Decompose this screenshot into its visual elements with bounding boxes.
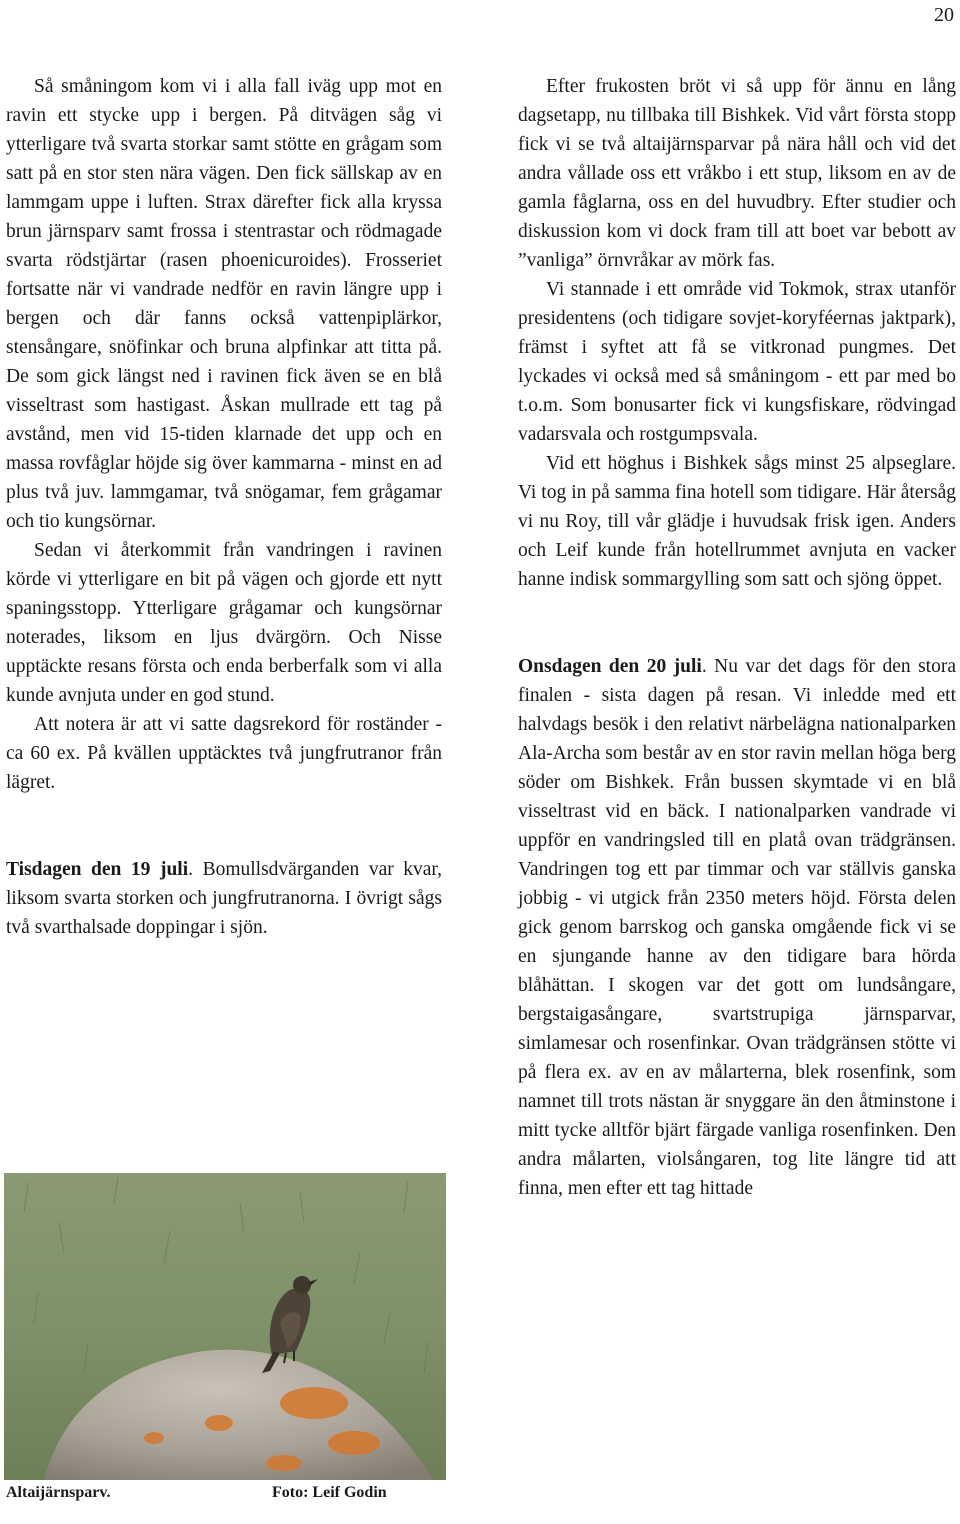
day-heading-wednesday: Onsdagen den 20 juli <box>518 656 702 677</box>
left-paragraph-1: Så småningom kom vi i alla fall iväg upp mot en ravin ett stycke upp i bergen. På ditvägen såg vi ytterligare två svarta storkar samt stötte en grågam som satt på en stor sten nära vägen. Den fick sällskap av en lammgam uppe i luften. Strax därefter fick alla kryssa brun järnsparv samt frossa i stentrastar och rödmagade svarta rödstjärtar (rasen phoenicuroides). Frosseriet fortsatte när vi vandrade nedför en ravin längre upp i bergen och där fanns också vattenpiplärkor, stensångare, snöfinkar och bruna alpfinkar att titta på. De som gick längst ned i ravinen fick även se en blå visseltrast som hastigast. Åskan mullrade ett tag på avstånd, men vid 15-tiden klarnade det upp och en massa rovfåglar höjde sig över kammarna - minst en ad plus två juv. lammgamar, två snögamar, fem grågamar och tio kungsörnar. <box>6 76 442 532</box>
paragraph-gap <box>6 797 442 855</box>
left-paragraph-4 <box>6 855 442 942</box>
bird-photo <box>4 1173 446 1480</box>
tuesday-text: . Bomullsdvärganden var kvar, liksom svarta storken och jungfrutranorna. I övrigt sågs två svarthalsade doppingar i sjön. <box>6 859 442 938</box>
photo-credit: Foto: Leif Godin <box>272 1484 387 1501</box>
paragraph-gap <box>518 594 956 652</box>
bird-photo-illustration <box>4 1173 446 1480</box>
left-paragraph-2: Sedan vi återkommit från vandringen i ravinen körde vi ytterligare en bit på vägen och gjorde ett nytt spaningsstopp. Ytterligare grågamar och kungsörnar noterades, liksom en ljus dvärgörn. Och Nisse upptäckte resans första och enda berberfalk som vi alla kunde avnjuta under en god stund. <box>6 540 442 706</box>
right-column <box>518 72 956 1203</box>
photo-caption: Altaijärnsparv. <box>6 1484 111 1501</box>
right-paragraph-2: Vi stannade i ett område vid Tokmok, strax utanför presidentens (och tidigare sovjet-koryféernas jaktpark), främst i syftet att få se vitkronad pungmes. Det lyckades vi också med så småningom - ett par med bo t.o.m. Som bonusarter fick vi kungsfiskare, rödvingad vadarsvala och rostgumpsvala. <box>518 279 956 445</box>
right-paragraph-1: Efter frukosten bröt vi så upp för ännu en lång dagsetapp, nu tillbaka till Bishkek. Vid vårt första stopp fick vi se två altaijärnsparvar på nära håll och vid det andra vållade oss ett vråkbo i ett stup, liksom en av de gamla fåglarna, oss en del huvudbry. Efter studier och diskussion kom vi dock fram till att boet var bebott av ”vanliga” örnvråkar av mörk fas. <box>518 76 956 271</box>
page-number: 20 <box>934 4 954 26</box>
wednesday-text: . Nu var det dags för den stora finalen - sista dagen på resan. Vi inledde med ett halvdags besök i den relativt närbelägna nationalparken Ala-Archa som består av en stor ravin mellan höga berg söder om Bishkek. Från bussen skymtade vi en blå visseltrast vid en bäck. I nationalparken vandrade vi uppför en vandringsled till en platå ovan trädgränsen. Vandringen tog ett par timmar och var ställvis ganska jobbig - vi utgick från 2350 meters höjd. Första delen gick genom barrskog och ganska omgående fick vi se en sjungande hanne av den tidigare bara hörda blåhättan. I skogen var det gott om lundsångare, bergstaigasångare, svartstrupiga järnsparvar, simlamesar och rosenfinkar. Ovan trädgränsen stötte vi på flera ex. av en av målarterna, blek rosenfink, som namnet till trots nästan är snyggare än den åtminstone i mitt tycke alltför bjärt färgade vanliga rosenfinken. Den andra målarten, violsångaren, tog lite längre tid att finna, men efter ett tag hittade <box>518 656 956 1199</box>
right-paragraph-3: Vid ett höghus i Bishkek sågs minst 25 alpseglare. Vi tog in på samma fina hotell som tidigare. Här återsåg vi nu Roy, till vår glädje i huvudsak frisk igen. Anders och Leif kunde från hotellrummet avnjuta en vacker hanne indisk sommargylling som satt och sjöng öppet. <box>518 453 956 590</box>
day-heading-tuesday: Tisdagen den 19 juli <box>6 859 189 880</box>
left-paragraph-3: Att notera är att vi satte dagsrekord för roständer - ca 60 ex. På kvällen upptäcktes två jungfrutranor från lägret. <box>6 714 442 793</box>
right-paragraph-4 <box>518 652 956 1203</box>
left-column <box>6 72 442 942</box>
